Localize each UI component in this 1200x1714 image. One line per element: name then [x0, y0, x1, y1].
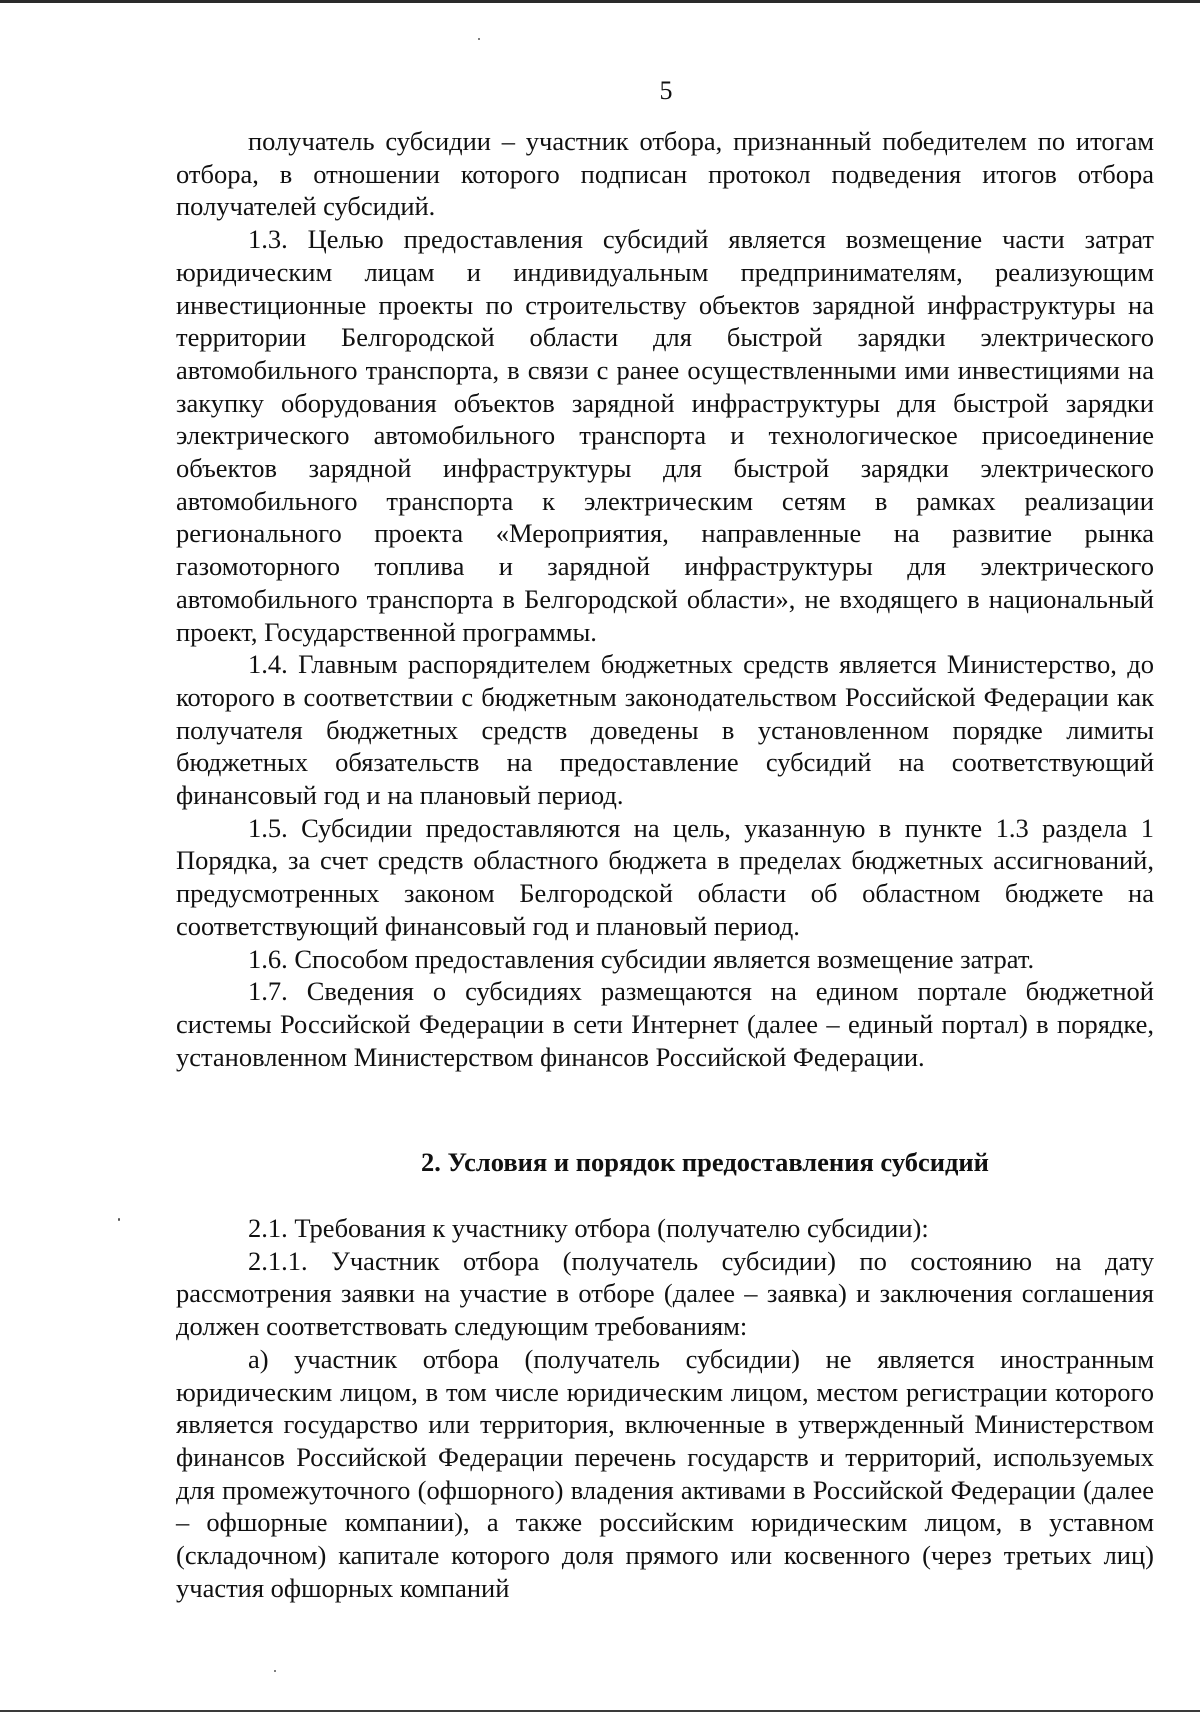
paragraph-2-1-1: 2.1.1. Участник отбора (получатель субсидии) по состоянию на дату рассмотрения заявки на участие в отборе (далее – заявка) и заключения соглашения должен соответствовать следующим требованиям: — [176, 1245, 1154, 1342]
paragraph-recipient-definition: получатель субсидии – участник отбора, признанный победителем по итогам отбора, в отношении которого подписан протокол подведения итогов отбора получателей субсидий. — [176, 126, 1154, 222]
scan-edge-top — [0, 0, 1200, 3]
paragraph-1-3: 1.3. Целью предоставления субсидий является возмещение части затрат юридическим лицам и индивидуальным предпринимателям, реализующим инвестиционные проекты по строительству объектов зарядной инфраструктуры на территории Белгородской области для быстрой зарядки электрического автомобильного транспорта, в связи с ранее осуществленными ими инвестициями на закупку оборудования объектов зарядной инфраструктуры для быстрой зарядки электрического автомобильного транспорта и технологическое присоединение объектов зарядной инфраструктуры для быстрой зарядки электрического автомобильного транспорта к электрическим сетям в рамках реализации регионального проекта «Мероприятия, направленные на развитие рынка газомоторного топлива и зарядной инфраструктуры для электрического автомобильного транспорта в Белгородской области», не входящего в национальный проект, Государственной программы. — [176, 224, 1154, 647]
paragraph-1-7: 1.7. Сведения о субсидиях размещаются на едином портале бюджетной системы Российской Федерации в сети Интернет (далее – единый портал) в порядке, установленном Министерством финансов Российской Федерации. — [176, 976, 1154, 1072]
paragraph-1-5: 1.5. Субсидии предоставляются на цель, указанную в пункте 1.3 раздела 1 Порядка, за счет средств областного бюджета в пределах бюджетных ассигнований, предусмотренных законом Белгородской области об областном бюджете на соответствующий финансовый год и плановый период. — [176, 812, 1154, 941]
paragraph-1-4: 1.4. Главным распорядителем бюджетных средств является Министерство, до которого в соответствии с бюджетным законодательством Российской Федерации как получателя бюджетных средств доведены в установленном порядке лимиты бюджетных обязательств на предоставление субсидий на соответствующий финансовый год и на плановый период. — [176, 649, 1154, 811]
paragraph-2-1: 2.1. Требования к участнику отбора (получателю субсидии): — [248, 1213, 929, 1243]
paragraph-1-6: 1.6. Способом предоставления субсидии является возмещение затрат. — [248, 943, 1035, 974]
section-1-text — [176, 125, 1154, 1073]
paragraph-2-1-1-a: а) участник отбора (получатель субсидии) не является иностранным юридическим лицом, в том числе юридическим лицом, местом регистрации которого является государство или территория, включенные в утвержденный Министерством финансов Российской Федерации перечень государств и территорий, используемых для промежуточного (офшорного) владения активами в Российской Федерации (далее – офшорные компании), а также российским юридическим лицом, в уставном (складочном) капитале которого доля прямого или косвенного (через третьих лиц) участия офшорных компаний — [176, 1343, 1154, 1603]
scan-speck — [118, 1218, 120, 1221]
scan-speck — [478, 38, 480, 40]
section-2-text — [176, 1212, 1154, 1604]
scan-speck — [274, 1670, 276, 1672]
section-2-heading: 2. Условия и порядок предоставления субсидий — [421, 1147, 989, 1177]
page-number: 5 — [659, 76, 673, 105]
scan-edge-bottom — [0, 1710, 1200, 1712]
